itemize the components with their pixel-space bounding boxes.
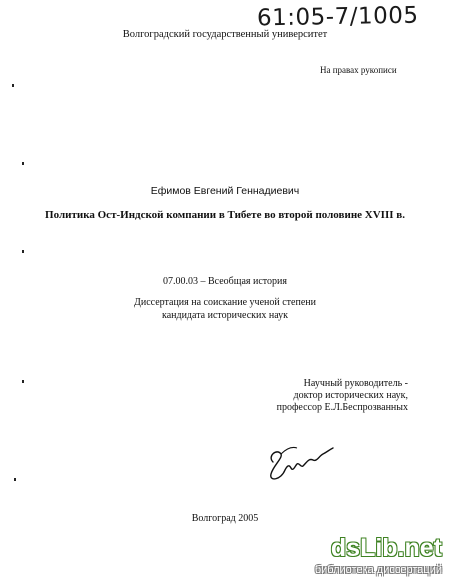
scan-speck — [14, 478, 16, 481]
rights-note: На правах рукописи — [320, 65, 397, 75]
dissertation-type-line1: Диссертация на соискание ученой степени — [134, 297, 316, 308]
scan-speck — [22, 380, 24, 383]
university-name: Волгоградский государственный университет — [122, 29, 328, 40]
dissertation-type-line2: кандидата исторических наук — [161, 310, 289, 321]
scan-speck — [12, 84, 14, 87]
watermark — [306, 532, 450, 582]
signature — [263, 440, 343, 485]
author-name: Ефимов Евгений Геннадиевич — [150, 185, 300, 197]
specialty: 07.00.03 – Всеобщая история — [163, 276, 287, 287]
watermark-logo: dsLib.net — [330, 534, 442, 562]
supervisor-line1: Научный руководитель - — [303, 378, 408, 389]
watermark-subtitle: библиотека диссертаций — [314, 564, 442, 576]
supervisor-line3: профессор Е.Л.Беспрозванных — [276, 402, 408, 413]
scan-speck — [22, 162, 24, 165]
supervisor-line2: доктор исторических наук, — [293, 390, 408, 401]
scan-speck — [22, 250, 24, 253]
catalog-number-handwritten: 61:05-7/1005 — [256, 2, 419, 32]
city-year: Волгоград 2005 — [191, 513, 259, 524]
dissertation-title: Политика Ост-Индской компании в Тибете во второй половине XVIII в. — [45, 209, 405, 221]
